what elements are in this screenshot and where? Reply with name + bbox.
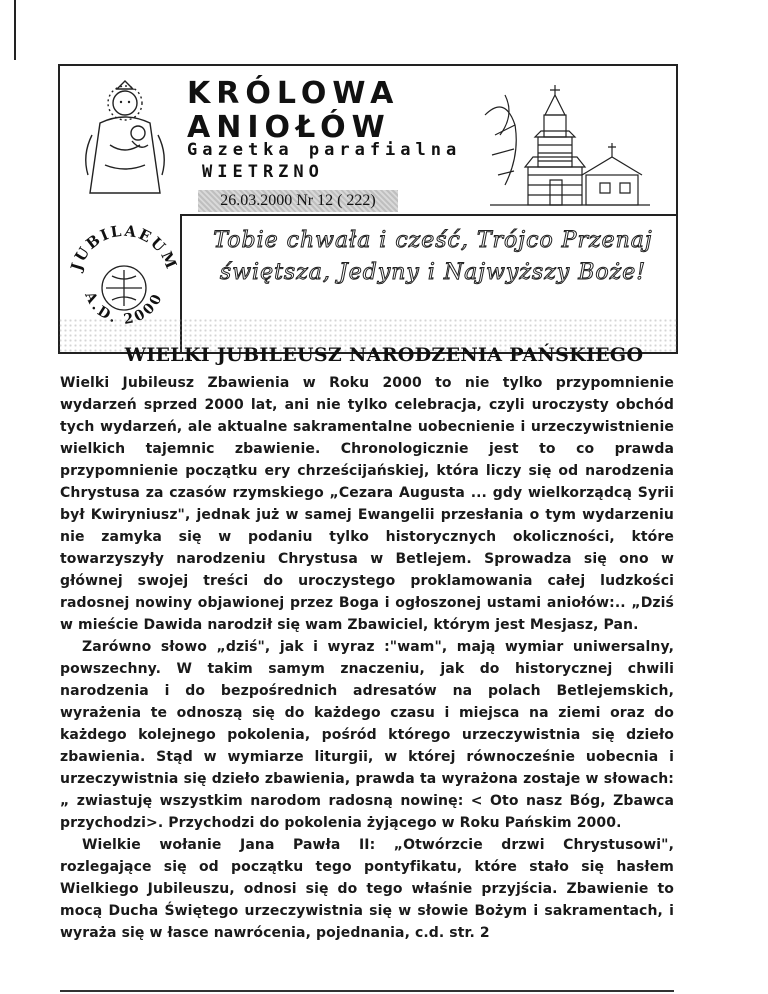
article-paragraph-1: Wielki Jubileusz Zbawienia w Roku 2000 to nie tylko przypomnienie wydarzeń sprzed 2000 lat, ani nie tylko celebracja, czyli uroczysty obchód tych wydarzeń, ale aktualne sakramentalne uobecnienie i urzeczywistnienie wielkich tajemnic zbawienie. Chronologicznie jest to co prawda przypomnienie początku ery chrześcijańskiej, która liczy się od narodzenia Chrystusa za czasów rzymskiego „Cezara Augusta ... gdy wielkorządcą Syrii był Kwiryniusz", jednak już w samej Ewangelii przesłania o tym wydarzeniu nie zamyka się w podaniu tylko historycznych okoliczności, które towarzyszyły narodzeniu Chrystusa w Betlejem. Sprowadza się ono w głównej swojej treści do uroczystego proklamowania całej ludzkości radosnej nowiny objawionej przez Boga i ogłoszonej ustami aniołów:.. „Dziś w mieście Dawida narodził się wam Zbawiciel, którym jest Mesjasz, Pan.: [60, 375, 674, 633]
prayer-line-2: świętsza, Jedyny i Najwyższy Boże!: [219, 260, 647, 285]
jubilee-arc-top: JUBILAEUM: [67, 221, 182, 273]
article-paragraph-3: Wielkie wołanie Jana Pawła II: „Otwórzcie drzwi Chrystusowi", rozlegające się od początku tego pontyfikatu, które stało się hasłem Wielkiego Jubileuszu, odnosi się do tego właśnie przyjścia. Zbawienie to mocą Ducha Świętego urzeczywistnia się w słowie Bożym i sakramentach, i wyraża się w łasce nawrócenia, pojednania, c.d. str. 2: [60, 837, 674, 941]
masthead-divider-horizontal: [180, 214, 678, 216]
issue-date-number: 26.03.2000 Nr 12 ( 222): [198, 190, 398, 212]
masthead-title-line2: ANIOŁÓW: [187, 110, 391, 145]
prayer-line-1: Tobie chwała i cześć, Trójco Przenaj: [213, 228, 653, 253]
svg-text:JUBILAEUM: [67, 221, 181, 274]
prayer-text: [198, 225, 668, 289]
page-bottom-rule: [60, 990, 674, 992]
masthead-subtitle: Gazetka parafialna: [187, 140, 462, 160]
masthead-parish: WIETRZNO: [202, 162, 324, 182]
jubilee-arc-bottom: A.D. 2000: [81, 289, 167, 328]
margin-line: [14, 0, 16, 60]
masthead-title-line1: KRÓLOWA: [187, 76, 400, 111]
article-body: [60, 372, 674, 944]
madonna-illustration: [70, 75, 180, 205]
article-paragraph-2: Zarówno słowo „dziś", jak i wyraz :"wam", mają wymiar uniwersalny, powszechny. W takim samym znaczeniu, jak do historycznej chwili narodzenia i do bezpośrednich adresatów na polach Betlejemskich, wyrażenia te odnoszą się do każdego czasu i miejsca na ziemi oraz do każdego kolejnego pokolenia, pośród którego urzeczywistnia się dzieło zbawienia. Stąd w wymiarze liturgii, w której równocześnie uobecnia i urzeczywistnia się dzieło zbawienia, prawda ta wyrażona zostaje w słowach: „ zwiastuję wszystkim narodom radosną nowinę: < Oto nasz Bóg, Zbawca przychodzi>. Przychodzi do pokolenia żyjącego w Roku Pańskim 2000.: [60, 639, 674, 831]
church-illustration: [480, 75, 660, 215]
article-headline: WIELKI JUBILEUSZ NARODZENIA PAŃSKIEGO: [124, 344, 644, 366]
